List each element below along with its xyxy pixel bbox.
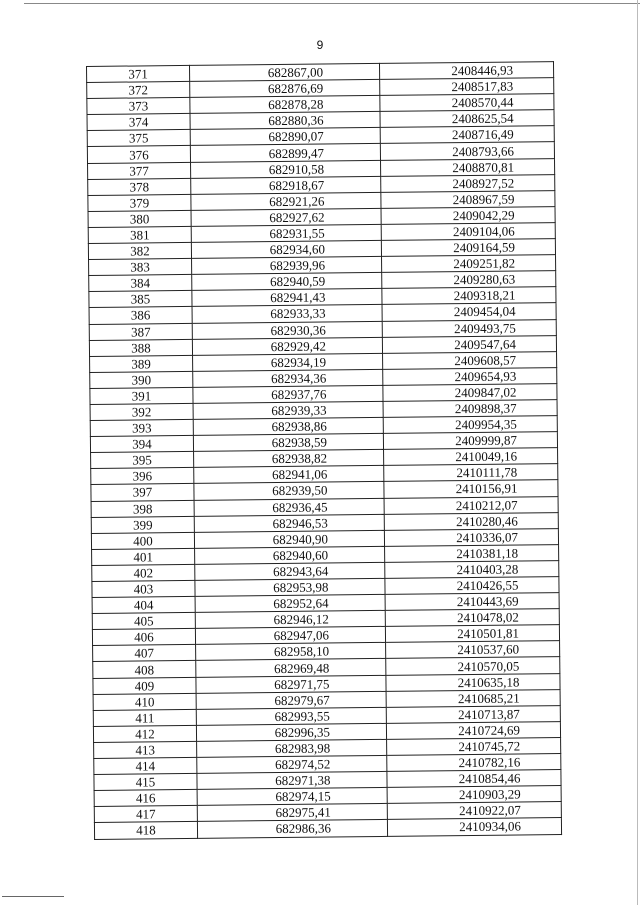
y-coordinate-cell: 2409547,64 [382,335,556,353]
point-number-cell: 410 [93,693,196,710]
x-coordinate-cell: 682971,75 [196,675,386,693]
x-coordinate-cell: 682890,07 [190,128,380,146]
y-coordinate-cell: 2408625,54 [380,110,554,128]
coordinates-table [86,61,562,839]
y-coordinate-cell: 2409104,06 [381,223,555,241]
x-coordinate-cell: 682952,64 [195,594,385,612]
x-coordinate-cell: 682934,60 [191,240,381,258]
x-coordinate-cell: 682899,47 [190,144,380,162]
y-coordinate-cell: 2410922,07 [387,802,561,820]
y-coordinate-cell: 2410745,72 [387,738,561,756]
y-coordinate-cell: 2410854,46 [387,770,561,788]
y-coordinate-cell: 2409847,02 [383,383,557,401]
page-number: 9 [316,38,324,52]
footer-rule [2,896,64,897]
point-number-cell: 389 [90,355,193,372]
x-coordinate-cell: 682974,52 [197,755,387,773]
point-number-cell: 387 [89,323,192,340]
point-number-cell: 404 [92,596,195,613]
point-number-cell: 383 [89,259,192,276]
x-coordinate-cell: 682931,55 [191,224,381,242]
x-coordinate-cell: 682993,55 [196,707,386,725]
y-coordinate-cell: 2410537,60 [386,641,560,659]
point-number-cell: 375 [87,130,190,147]
y-coordinate-cell: 2409251,82 [382,255,556,273]
y-coordinate-cell: 2409999,87 [383,432,557,450]
point-number-cell: 385 [89,291,192,308]
point-number-cell: 398 [91,500,194,517]
y-coordinate-cell: 2409608,57 [383,351,557,369]
point-number-cell: 418 [94,822,197,839]
x-coordinate-cell: 682929,42 [192,337,382,355]
point-number-cell: 380 [88,210,191,227]
point-number-cell: 382 [88,242,191,259]
point-number-cell: 414 [94,757,197,774]
point-number-cell: 396 [91,468,194,485]
point-number-cell: 407 [93,645,196,662]
point-number-cell: 371 [87,65,190,82]
x-coordinate-cell: 682937,76 [193,385,383,403]
point-number-cell: 379 [88,194,191,211]
x-coordinate-cell: 682921,26 [191,192,381,210]
top-scan-rule [24,3,640,4]
x-coordinate-cell: 682941,43 [192,289,382,307]
x-coordinate-cell: 682934,36 [193,369,383,387]
y-coordinate-cell: 2409654,93 [383,367,557,385]
x-coordinate-cell: 682880,36 [190,112,380,130]
x-coordinate-cell: 682930,36 [192,321,382,339]
x-coordinate-cell: 682910,58 [191,160,381,178]
y-coordinate-cell: 2410426,55 [385,577,559,595]
y-coordinate-cell: 2409280,63 [382,271,556,289]
point-number-cell: 393 [90,419,193,436]
x-coordinate-cell: 682947,06 [195,627,385,645]
y-coordinate-cell: 2410685,21 [386,689,560,707]
point-number-cell: 402 [92,564,195,581]
point-number-cell: 401 [92,548,195,565]
point-number-cell: 381 [88,226,191,243]
point-number-cell: 390 [90,371,193,388]
x-coordinate-cell: 682979,67 [196,691,386,709]
coordinates-table-body [87,62,562,839]
point-number-cell: 384 [89,275,192,292]
y-coordinate-cell: 2408927,52 [381,174,555,192]
x-coordinate-cell: 682941,06 [194,466,384,484]
y-coordinate-cell: 2410049,16 [384,448,558,466]
y-coordinate-cell: 2410635,18 [386,673,560,691]
x-coordinate-cell: 682953,98 [195,578,385,596]
y-coordinate-cell: 2410724,69 [386,721,560,739]
point-number-cell: 412 [93,725,196,742]
point-number-cell: 395 [91,452,194,469]
x-coordinate-cell: 682938,86 [193,417,383,435]
point-number-cell: 373 [87,98,190,115]
y-coordinate-cell: 2409454,04 [382,303,556,321]
x-coordinate-cell: 682933,33 [192,305,382,323]
y-coordinate-cell: 2410782,16 [387,754,561,772]
y-coordinate-cell: 2409898,37 [383,400,557,418]
y-coordinate-cell: 2409493,75 [382,319,556,337]
point-number-cell: 388 [89,339,192,356]
point-number-cell: 413 [94,741,197,758]
x-coordinate-cell: 682975,41 [197,804,387,822]
point-number-cell: 394 [90,436,193,453]
x-coordinate-cell: 682940,90 [194,530,384,548]
x-coordinate-cell: 682939,33 [193,401,383,419]
x-coordinate-cell: 682940,60 [195,546,385,564]
y-coordinate-cell: 2408716,49 [380,126,554,144]
point-number-cell: 406 [92,629,195,646]
point-number-cell: 397 [91,484,194,501]
y-coordinate-cell: 2408570,44 [380,94,554,112]
x-coordinate-cell: 682867,00 [189,63,379,81]
x-coordinate-cell: 682996,35 [196,723,386,741]
point-number-cell: 403 [92,580,195,597]
point-number-cell: 386 [89,307,192,324]
y-coordinate-cell: 2410381,18 [385,544,559,562]
y-coordinate-cell: 2409042,29 [381,206,555,224]
x-coordinate-cell: 682946,12 [195,611,385,629]
x-coordinate-cell: 682986,36 [197,820,387,838]
y-coordinate-cell: 2408793,66 [380,142,554,160]
point-number-cell: 392 [90,403,193,420]
y-coordinate-cell: 2410111,78 [384,464,558,482]
x-coordinate-cell: 682939,96 [192,257,382,275]
point-number-cell: 405 [92,613,195,630]
y-coordinate-cell: 2410336,07 [384,528,558,546]
point-number-cell: 377 [88,162,191,179]
y-coordinate-cell: 2408446,93 [379,62,553,80]
point-number-cell: 417 [94,806,197,823]
y-coordinate-cell: 2410443,69 [385,593,559,611]
x-coordinate-cell: 682876,69 [190,80,380,98]
x-coordinate-cell: 682969,48 [196,659,386,677]
point-number-cell: 415 [94,774,197,791]
x-coordinate-cell: 682878,28 [190,96,380,114]
x-coordinate-cell: 682943,64 [195,562,385,580]
point-number-cell: 378 [88,178,191,195]
y-coordinate-cell: 2410212,07 [384,496,558,514]
x-coordinate-cell: 682946,53 [194,514,384,532]
y-coordinate-cell: 2410403,28 [385,560,559,578]
y-coordinate-cell: 2409954,35 [383,416,557,434]
y-coordinate-cell: 2410570,05 [386,657,560,675]
y-coordinate-cell: 2408517,83 [380,78,554,96]
x-coordinate-cell: 682938,82 [194,450,384,468]
point-number-cell: 376 [87,146,190,163]
x-coordinate-cell: 682927,62 [191,208,381,226]
x-coordinate-cell: 682936,45 [194,498,384,516]
point-number-cell: 400 [91,532,194,549]
point-number-cell: 391 [90,387,193,404]
y-coordinate-cell: 2410934,06 [387,818,561,836]
x-coordinate-cell: 682983,98 [197,739,387,757]
point-number-cell: 408 [93,661,196,678]
point-number-cell: 411 [93,709,196,726]
x-coordinate-cell: 682940,59 [192,273,382,291]
x-coordinate-cell: 682934,19 [193,353,383,371]
right-scan-edge [637,0,638,905]
point-number-cell: 374 [87,114,190,131]
x-coordinate-cell: 682958,10 [196,643,386,661]
y-coordinate-cell: 2410713,87 [386,705,560,723]
y-coordinate-cell: 2408967,59 [381,190,555,208]
point-number-cell: 416 [94,790,197,807]
x-coordinate-cell: 682974,15 [197,788,387,806]
y-coordinate-cell: 2410156,91 [384,480,558,498]
x-coordinate-cell: 682918,67 [191,176,381,194]
y-coordinate-cell: 2410478,02 [385,609,559,627]
y-coordinate-cell: 2408870,81 [381,158,555,176]
x-coordinate-cell: 682971,38 [197,772,387,790]
x-coordinate-cell: 682938,59 [193,434,383,452]
y-coordinate-cell: 2409164,59 [381,239,555,257]
x-coordinate-cell: 682939,50 [194,482,384,500]
point-number-cell: 409 [93,677,196,694]
y-coordinate-cell: 2409318,21 [382,287,556,305]
point-number-cell: 399 [91,516,194,533]
point-number-cell: 372 [87,82,190,99]
y-coordinate-cell: 2410280,46 [384,512,558,530]
y-coordinate-cell: 2410903,29 [387,786,561,804]
y-coordinate-cell: 2410501,81 [385,625,559,643]
